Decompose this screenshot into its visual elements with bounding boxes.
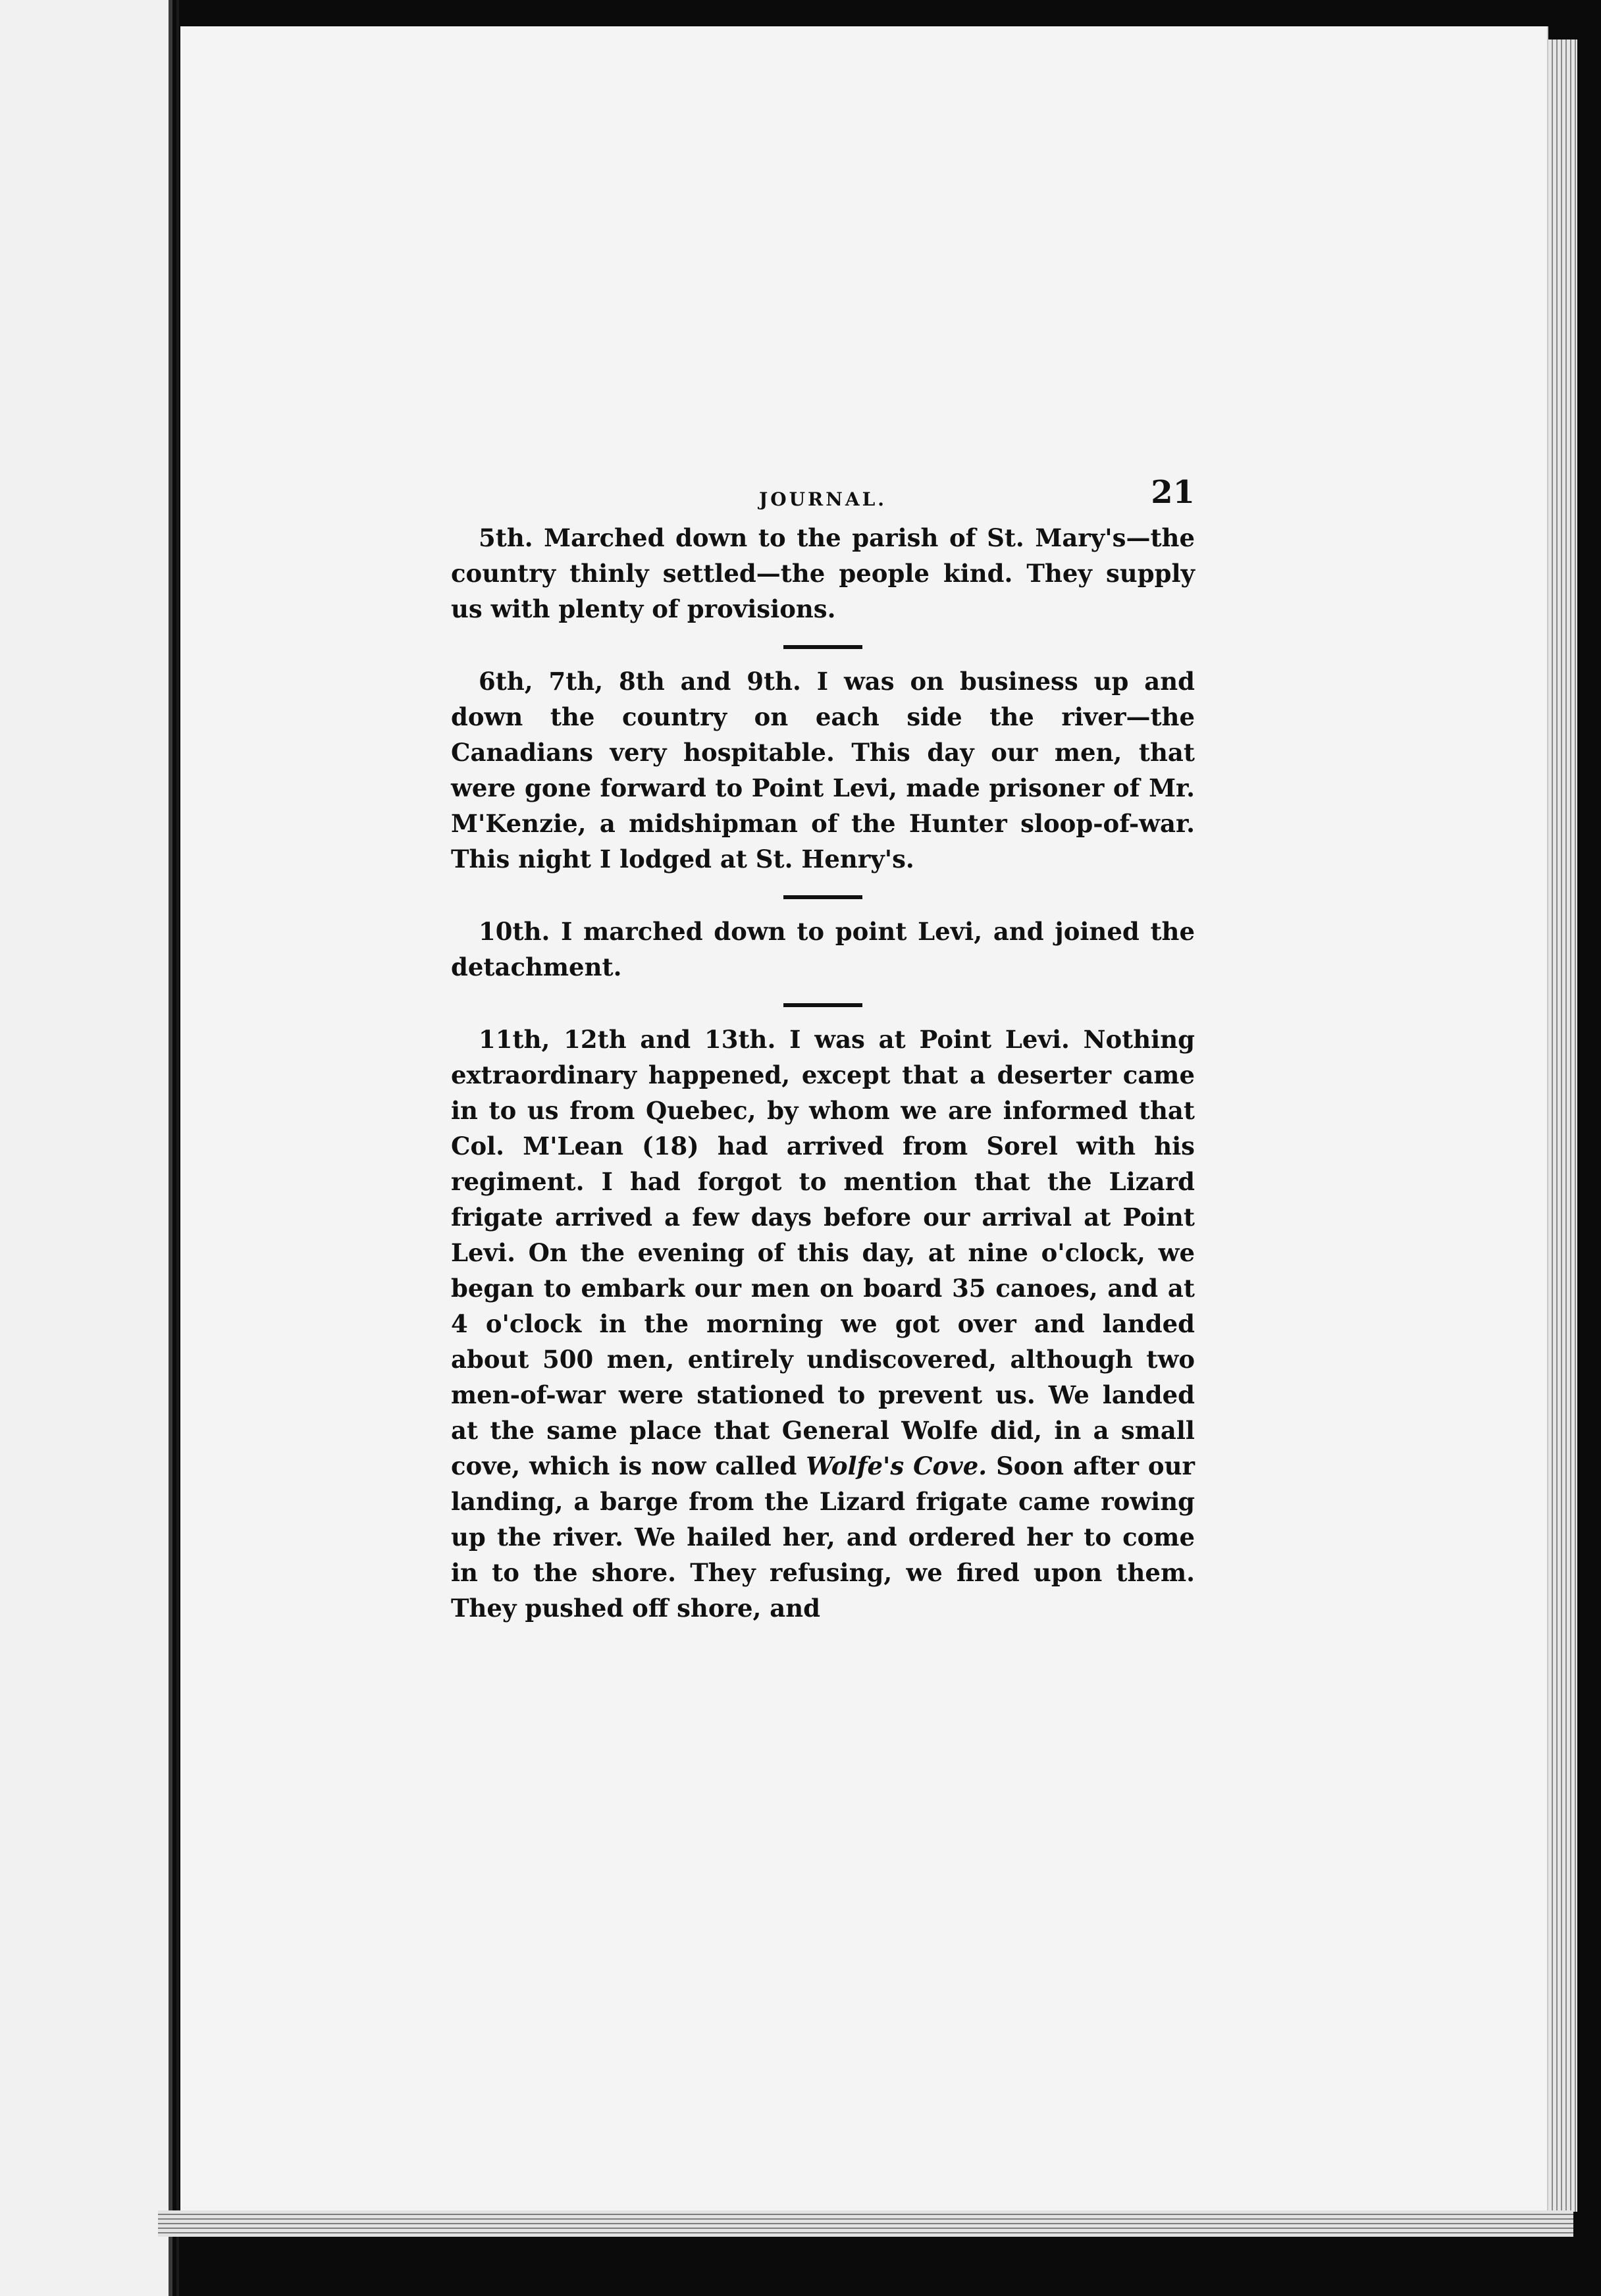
page-stack-edge-right bbox=[1548, 39, 1577, 2212]
journal-entry-5th: 5th. Marched down to the parish of St. Mary's—the country thinly settled—the people kind. They supply us with plenty of provisions. bbox=[451, 523, 1195, 623]
entry-text-after: Soon after our landing, a barge from the Lizard frigate came rowing up the river. We hailed her, and ordered her to come in to the shore. They refusing, we fired upon them. They pushed off shore, and bbox=[451, 1451, 1195, 1623]
entry-text-italic-place-name: Wolfe's Cove. bbox=[806, 1451, 987, 1480]
entry-text-before: 11th, 12th and 13th. I was at Point Levi. Nothing extraordinary happened, except that a deserter came in to us from Quebec, by whom we are informed that Col. M'Lean (18) had arrived from Sorel with his regiment. I had forgot to mention that the Lizard frigate arrived a few days before our arrival at Point Levi. On the evening of this day, at nine o'clock, we began to embark our men on board 35 canoes, and at 4 o'clock in the morning we got over and landed about 500 men, entirely undiscovered, although two men-of-war were stationed to prevent us. We landed at the same place that General Wolfe did, in a small cove, which is now called bbox=[451, 1025, 1195, 1480]
section-divider bbox=[783, 645, 862, 649]
section-divider bbox=[783, 1003, 862, 1007]
journal-entry-11th-13th bbox=[451, 1022, 1195, 1626]
journal-entry-6th-9th: 6th, 7th, 8th and 9th. I was on business up and down the country on each side the river—the Canadians very hospitable. This day our men, that were gone forward to Point Levi, made prisoner of Mr. M'Kenzie, a midshipman of the Hunter sloop-of-war. This night I lodged at St. Henry's. bbox=[451, 667, 1195, 874]
facing-page-edge bbox=[0, 0, 172, 2296]
page-number: 21 bbox=[1151, 474, 1195, 511]
book-gutter bbox=[176, 0, 179, 2296]
section-divider bbox=[783, 895, 862, 899]
running-head bbox=[451, 474, 1195, 520]
page-stack-edge-bottom bbox=[158, 2210, 1573, 2237]
page-text-block bbox=[451, 474, 1195, 1626]
journal-entry-10th: 10th. I marched down to point Levi, and joined the detachment. bbox=[451, 917, 1195, 981]
running-title: JOURNAL. bbox=[758, 488, 887, 510]
